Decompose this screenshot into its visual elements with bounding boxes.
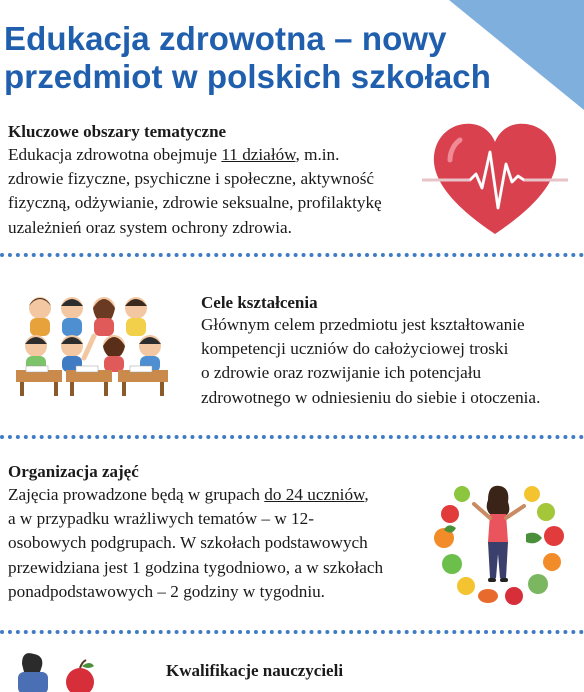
section-body-organization: [8, 483, 383, 604]
title-line-2: przedmiot w polskich szkołach: [4, 58, 492, 95]
section-divider: [0, 253, 584, 257]
text: osobowych podgrupach. W szkołach podstawowych: [8, 533, 368, 553]
text: ponadpodstawowych – 2 godziny w tygodniu.: [8, 581, 325, 601]
classroom-students-illustration: [14, 290, 172, 398]
text: Głównym celem przedmiotu jest kształtowanie: [201, 315, 525, 334]
section-heading-qualifications: Kwalifikacje nauczycieli: [166, 661, 344, 680]
link-24-uczniow[interactable]: do 24 uczniów: [264, 485, 365, 504]
text: uzależnień oraz system ochrony zdrowia.: [8, 217, 292, 237]
text: a w przypadku wrażliwych tematów – w 12-: [8, 509, 314, 529]
text: ,: [364, 485, 369, 504]
section-body-topics: [8, 143, 382, 240]
section-heading-topics: Kluczowe obszary tematyczne: [8, 122, 227, 141]
title-line-1: Edukacja zdrowotna – nowy: [4, 20, 447, 57]
healthy-food-woman-illustration: [430, 478, 568, 606]
section-divider: [0, 435, 584, 439]
link-11-dzialow[interactable]: 11 działów: [221, 145, 296, 164]
text: Edukacja zdrowotna obejmuje: [8, 145, 222, 164]
text: zdrowotnego w odniesieniu do siebie i otoczenia.: [201, 387, 541, 407]
text: , m.in.: [295, 145, 340, 164]
text: o zdrowie oraz rozwijanie ich potencjału: [201, 363, 482, 383]
text: kompetencji uczniów do całożyciowej troski: [201, 339, 509, 359]
text: fizyczną, odżywianie, zdrowie seksualne, profilaktykę: [8, 193, 382, 213]
page-title: [4, 20, 491, 96]
section-divider: [0, 630, 584, 634]
section-heading-organization: Organizacja zajęć: [8, 462, 139, 481]
heart-pulse-icon: [420, 112, 570, 242]
text: Zajęcia prowadzone będą w grupach: [8, 485, 265, 504]
text: zdrowie fizyczne, psychiczne i społeczne, aktywność: [8, 169, 375, 189]
teacher-apple-illustration: [10, 652, 100, 692]
section-heading-goals: Cele kształcenia: [201, 293, 318, 312]
section-body-goals: [201, 313, 540, 410]
text: przewidziana jest 1 godzina tygodniowo, a w szkołach: [8, 557, 384, 577]
